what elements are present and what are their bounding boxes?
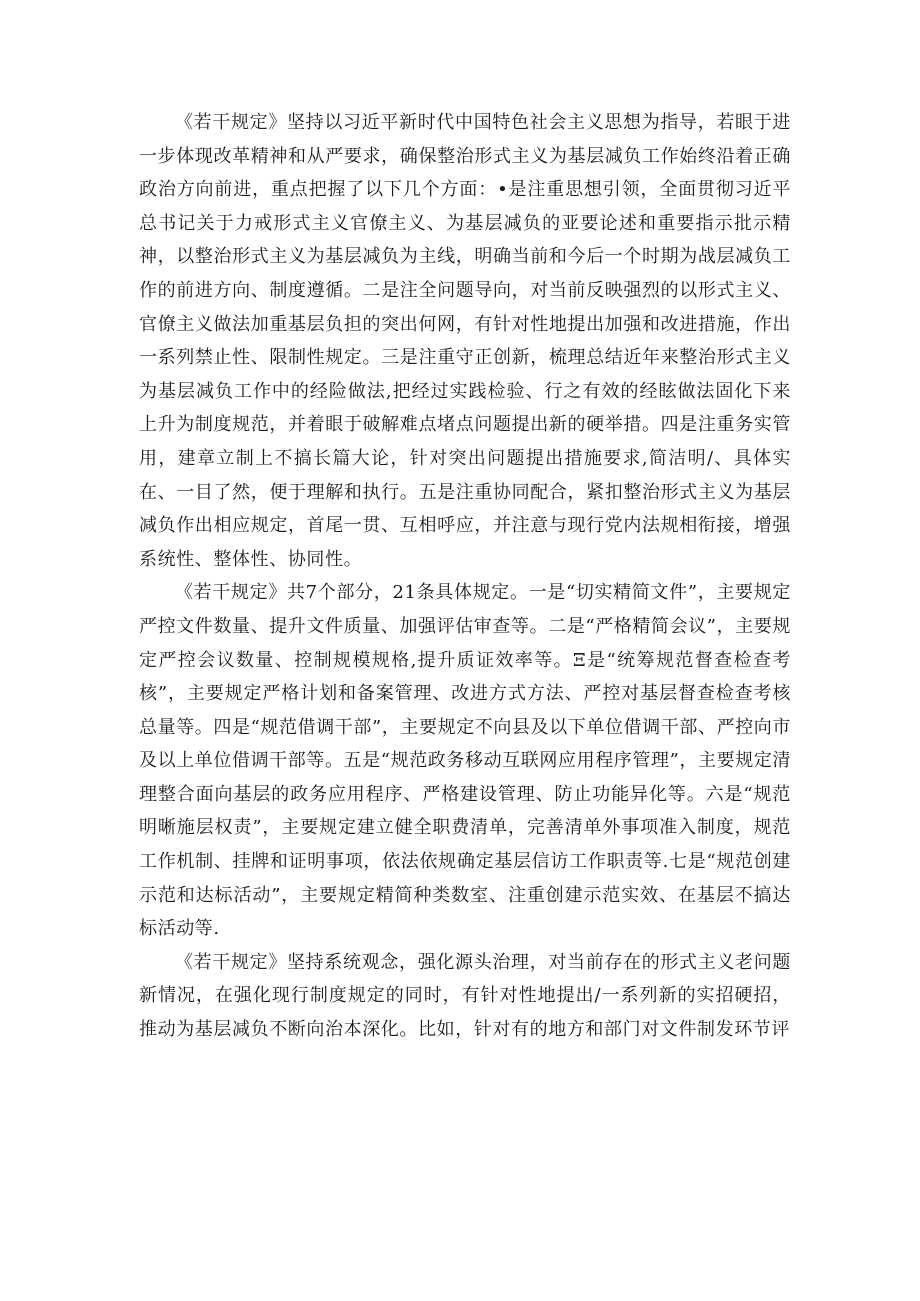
document-body [139, 106, 791, 1047]
paragraph-structure: 《若干规定》共7个部分，21条具体规定。一是“切实精简文件”，主要规定严控文件数量、提升文件质量、加强评估审查等。二是“严格精简会议”，主要规定严控会议数量、控制规模规格,提升质证效率等。Ξ是“统筹规范督查检查考核”，主要规定严格计划和备案管理、改进方式方法、严控对基层督查检查考核总量等。四是“规范借调干部”，主要规定不向县及以下单位借调干部、严控向市及以上单位借调干部等。五是“规范政务移动互联网应用程序管理”，主要规定清理整合面向基层的政务应用程序、严格建设管理、防止功能异化等。六是“规范明晰施层权责”，主要规定建立健全职费清单，完善清单外事项准入制度，规范工作机制、挂牌和证明事项，依法依规确定基层信访工作职责等.七是“规范创建示范和达标活动”，主要规定精简种类数室、注重创建示范实效、在基层不搞达标活动等. [139, 582, 792, 940]
paragraph-system-view: 《若干规定》坚持系统观念，强化源头治理，对当前存在的形式主义老问题新情况，在强化现行制度规定的同时，有针对性地提出/一系列新的实招硬招，推动为基层减负不断向治本深化。比如，针对有的地方和部门对文件制发环节评 [139, 951, 791, 1041]
paragraph-principles: 《若干规定》坚持以习近平新时代中国特色社会主义思想为指导，若眼于进一步体现改革精神和从严要求，确保整治形式主义为基层减负工作始终沿着正确政治方向前进，重点把握了以下几个方面：•是注重思想引领，全面贯彻习近平总书记关于力戒形式主义官僚主义、为基层减负的亚要论述和重要指示批示精神，以整治形式主义为基层减负为主线，明确当前和今后一个时期为战层减负工作的前进方向、制度遵循。二是注全问题导向，对当前反映强烈的以形式主义、官僚主义做法加重基层负担的突出何网，有针对性地提出加强和改进措施，作出一系列禁止性、限制性规定。三是注重守正创新，梳理总结近年来整治形式主义为基层减负工作中的经险做法,把经过实践检验、行之有效的经眩做法固化下来上升为制度规范，并着眼于破解难点堵点问题提出新的硬举措。四是注重务实管用，建章立制上不搞长篇大论，针对突出问题提出措施要求,简洁明/、具体实在、一目了然，便于理解和执行。五是注重协同配合，紧扣整治形式主义为基层减负作出相应规定，首尾一贯、互相呼应，并注意与现行党内法规相衔接，增强系统性、整体性、协同性。 [139, 112, 791, 570]
